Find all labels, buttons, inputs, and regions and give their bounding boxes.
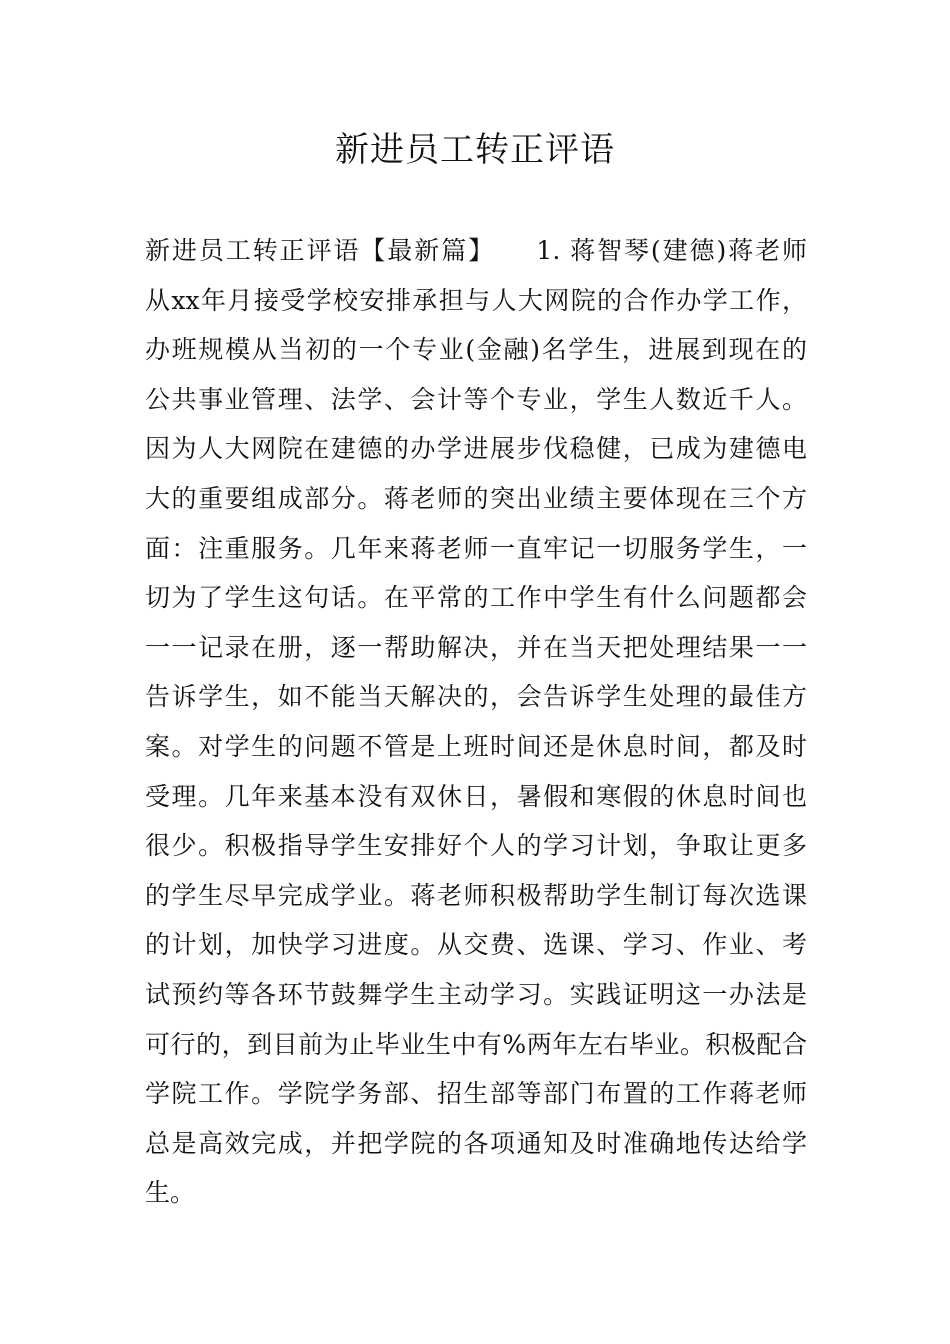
body-line: 新进员工转正评语【最新篇】 1. 蒋智琴(建德)蒋老师: [145, 236, 807, 265]
body-line: 公共事业管理、法学、会计等个专业，学生人数近千人。: [145, 384, 807, 414]
body-line: 的学生尽早完成学业。蒋老师积极帮助学生制订每次选课: [145, 880, 807, 910]
body-line: 办班规模从当初的一个专业(金融)名学生，进展到现在的: [145, 335, 807, 365]
body-line: 试预约等各环节鼓舞学生主动学习。实践证明这一办法是: [145, 979, 807, 1009]
body-line: 切为了学生这句话。在平常的工作中学生有什么问题都会: [145, 583, 807, 613]
body-line: 总是高效完成，并把学院的各项通知及时准确地传达给学: [145, 1128, 807, 1158]
body-line: 学院工作。学院学务部、招生部等部门布置的工作蒋老师: [145, 1079, 807, 1109]
body-line: 面：注重服务。几年来蒋老师一直牢记一切服务学生，一: [145, 533, 807, 563]
body-line: 一一记录在册，逐一帮助解决，并在当天把处理结果一一: [145, 632, 807, 662]
body-line: 受理。几年来基本没有双休日，暑假和寒假的休息时间也: [145, 781, 807, 811]
body-line: 可行的，到目前为止毕业生中有%两年左右毕业。积极配合: [145, 1029, 807, 1059]
body-line: 生。: [145, 1178, 196, 1208]
body-line: 案。对学生的问题不管是上班时间还是休息时间，都及时: [145, 731, 807, 761]
document-title: 新进员工转正评语: [335, 130, 615, 170]
body-line: 的计划，加快学习进度。从交费、选课、学习、作业、考: [145, 930, 807, 960]
body-line: 大的重要组成部分。蒋老师的突出业绩主要体现在三个方: [145, 483, 807, 513]
body-line: 很少。积极指导学生安排好个人的学习计划，争取让更多: [145, 831, 807, 861]
body-line: 因为人大网院在建德的办学进展步伐稳健，已成为建德电: [145, 434, 807, 464]
body-line: 从xx年月接受学校安排承担与人大网院的合作办学工作，: [145, 285, 807, 315]
document-body: [145, 226, 807, 1218]
body-line: 告诉学生，如不能当天解决的，会告诉学生处理的最佳方: [145, 682, 807, 712]
